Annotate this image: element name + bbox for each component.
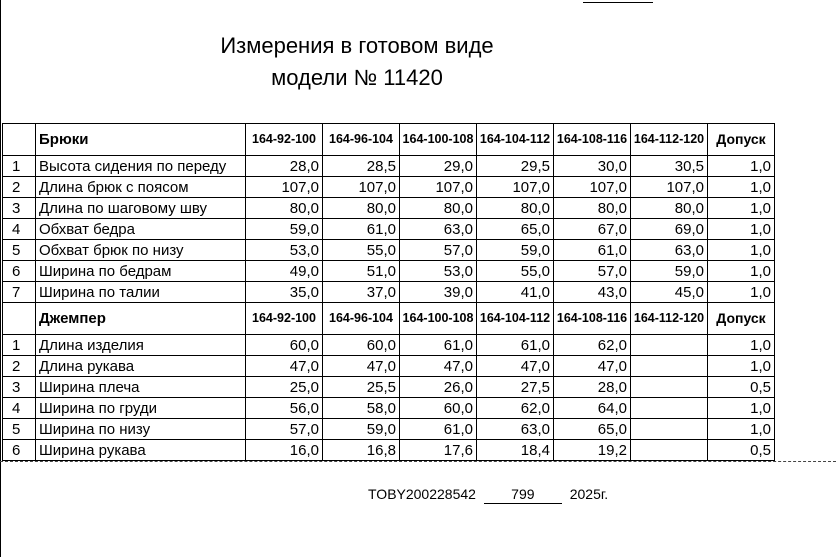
measurement-value: 43,0 (554, 282, 631, 303)
tolerance-header: Допуск (708, 303, 775, 335)
measurement-value: 80,0 (400, 198, 477, 219)
measurement-value (631, 440, 708, 461)
measurement-value: 57,0 (246, 419, 323, 440)
tolerance-value: 0,5 (708, 440, 775, 461)
measurement-label: Ширина рукава (36, 440, 246, 461)
measurement-label: Ширина по груди (36, 398, 246, 419)
tolerance-value: 1,0 (708, 356, 775, 377)
measurement-value: 63,0 (477, 419, 554, 440)
model-number-title: модели № 11420 (271, 65, 443, 90)
measurement-value: 67,0 (554, 219, 631, 240)
size-header: 164-100-108 (400, 124, 477, 156)
size-header: 164-108-116 (554, 124, 631, 156)
section-header-row (3, 303, 775, 335)
table-row (3, 177, 775, 198)
tolerance-value: 1,0 (708, 419, 775, 440)
measurement-value: 58,0 (323, 398, 400, 419)
measurement-label: Длина по шаговому шву (36, 198, 246, 219)
table-row (3, 261, 775, 282)
measurement-value: 47,0 (477, 356, 554, 377)
row-number: 1 (3, 335, 36, 356)
table-row (3, 377, 775, 398)
row-number: 5 (3, 240, 36, 261)
section-name: Брюки (36, 124, 246, 156)
row-number: 2 (3, 356, 36, 377)
measurement-value: 19,2 (554, 440, 631, 461)
measurement-label: Обхват бедра (36, 219, 246, 240)
tolerance-value: 1,0 (708, 240, 775, 261)
measurement-value (631, 419, 708, 440)
table-row (3, 440, 775, 461)
measurement-value: 29,0 (400, 156, 477, 177)
measurement-value: 55,0 (477, 261, 554, 282)
size-header: 164-96-104 (323, 303, 400, 335)
measurement-value: 61,0 (400, 335, 477, 356)
measurement-value: 27,5 (477, 377, 554, 398)
measurement-value: 16,8 (323, 440, 400, 461)
measurement-value: 59,0 (631, 261, 708, 282)
measurement-value: 16,0 (246, 440, 323, 461)
measurement-value: 30,5 (631, 156, 708, 177)
measurement-label: Длина рукава (36, 356, 246, 377)
measurement-value: 28,0 (554, 377, 631, 398)
measurement-value: 63,0 (631, 240, 708, 261)
table-row (3, 219, 775, 240)
measurement-value: 53,0 (246, 240, 323, 261)
measurement-value: 80,0 (554, 198, 631, 219)
table-row (3, 419, 775, 440)
measurement-value: 107,0 (631, 177, 708, 198)
row-number: 6 (3, 440, 36, 461)
measurement-label: Высота сидения по переду (36, 156, 246, 177)
measurement-value: 62,0 (554, 335, 631, 356)
measurement-value: 80,0 (246, 198, 323, 219)
measurement-value: 60,0 (400, 398, 477, 419)
size-header: 164-108-116 (554, 303, 631, 335)
footer-code: TOBY200228542 (368, 486, 476, 502)
measurement-value: 53,0 (400, 261, 477, 282)
row-number: 1 (3, 156, 36, 177)
measurement-value: 60,0 (246, 335, 323, 356)
section-header-blank (3, 124, 36, 156)
measurement-value: 26,0 (400, 377, 477, 398)
measurement-value: 25,0 (246, 377, 323, 398)
tolerance-value: 1,0 (708, 398, 775, 419)
table-row (3, 356, 775, 377)
tolerance-value: 1,0 (708, 177, 775, 198)
measurement-value: 51,0 (323, 261, 400, 282)
measurement-label: Длина брюк с поясом (36, 177, 246, 198)
size-header: 164-112-120 (631, 303, 708, 335)
measurement-value: 57,0 (400, 240, 477, 261)
measurement-value (631, 377, 708, 398)
section-header-row (3, 124, 775, 156)
measurement-value: 107,0 (477, 177, 554, 198)
measurement-value (631, 335, 708, 356)
measurement-value: 55,0 (323, 240, 400, 261)
cut-line-divider (0, 461, 836, 462)
measurement-label: Обхват брюк по низу (36, 240, 246, 261)
tolerance-value: 1,0 (708, 261, 775, 282)
measurement-value: 80,0 (323, 198, 400, 219)
footer-year: 2025г. (569, 486, 609, 502)
measurement-label: Ширина по талии (36, 282, 246, 303)
row-number: 2 (3, 177, 36, 198)
measurement-value: 59,0 (477, 240, 554, 261)
tolerance-value: 1,0 (708, 156, 775, 177)
measurement-value: 17,6 (400, 440, 477, 461)
measurement-value: 49,0 (246, 261, 323, 282)
measurement-value: 64,0 (554, 398, 631, 419)
measurement-value: 39,0 (400, 282, 477, 303)
table-row (3, 398, 775, 419)
measurement-value: 61,0 (477, 335, 554, 356)
measurement-value: 47,0 (246, 356, 323, 377)
measurement-value: 65,0 (477, 219, 554, 240)
measurement-value: 59,0 (323, 419, 400, 440)
table-row (3, 156, 775, 177)
row-number: 4 (3, 398, 36, 419)
measurement-value: 28,5 (323, 156, 400, 177)
measurement-value: 28,0 (246, 156, 323, 177)
table-row (3, 335, 775, 356)
measurement-value: 107,0 (554, 177, 631, 198)
footer-stamp (368, 485, 608, 504)
size-header: 164-104-112 (477, 124, 554, 156)
measurement-value: 80,0 (477, 198, 554, 219)
row-number: 6 (3, 261, 36, 282)
table-row (3, 240, 775, 261)
measurement-value: 107,0 (246, 177, 323, 198)
measurement-label: Ширина по бедрам (36, 261, 246, 282)
tolerance-value: 1,0 (708, 335, 775, 356)
measurement-value: 62,0 (477, 398, 554, 419)
measurement-value: 37,0 (323, 282, 400, 303)
tolerance-value: 1,0 (708, 282, 775, 303)
measurement-value: 56,0 (246, 398, 323, 419)
tolerance-value: 0,5 (708, 377, 775, 398)
measurement-value: 60,0 (323, 335, 400, 356)
measurement-value: 47,0 (323, 356, 400, 377)
size-header: 164-96-104 (323, 124, 400, 156)
row-number: 4 (3, 219, 36, 240)
size-header: 164-104-112 (477, 303, 554, 335)
measurement-value: 25,5 (323, 377, 400, 398)
measurement-value: 45,0 (631, 282, 708, 303)
measurement-value: 47,0 (554, 356, 631, 377)
top-signature-line (583, 2, 653, 3)
footer-number: 799 (484, 485, 562, 504)
measurement-value: 59,0 (246, 219, 323, 240)
measurement-value: 35,0 (246, 282, 323, 303)
size-header: 164-92-100 (246, 303, 323, 335)
measurement-label: Ширина по низу (36, 419, 246, 440)
row-number: 5 (3, 419, 36, 440)
document-title: Измерения в готовом виде (220, 33, 494, 58)
size-header: 164-112-120 (631, 124, 708, 156)
measurement-value: 47,0 (400, 356, 477, 377)
tolerance-header: Допуск (708, 124, 775, 156)
measurement-value: 61,0 (400, 419, 477, 440)
measurement-value: 61,0 (323, 219, 400, 240)
size-header: 164-92-100 (246, 124, 323, 156)
measurement-value: 61,0 (554, 240, 631, 261)
measurement-value: 107,0 (400, 177, 477, 198)
measurement-value: 30,0 (554, 156, 631, 177)
measurement-value: 18,4 (477, 440, 554, 461)
measurements-table (2, 123, 775, 461)
measurement-value: 41,0 (477, 282, 554, 303)
measurement-value: 57,0 (554, 261, 631, 282)
measurement-value: 29,5 (477, 156, 554, 177)
row-number: 3 (3, 377, 36, 398)
section-header-blank (3, 303, 36, 335)
table-row (3, 282, 775, 303)
measurement-value: 69,0 (631, 219, 708, 240)
section-name: Джемпер (36, 303, 246, 335)
measurement-value: 63,0 (400, 219, 477, 240)
row-number: 7 (3, 282, 36, 303)
tolerance-value: 1,0 (708, 219, 775, 240)
size-header: 164-100-108 (400, 303, 477, 335)
measurement-label: Длина изделия (36, 335, 246, 356)
row-number: 3 (3, 198, 36, 219)
table-row (3, 198, 775, 219)
measurement-label: Ширина плеча (36, 377, 246, 398)
measurement-value: 107,0 (323, 177, 400, 198)
measurement-value: 80,0 (631, 198, 708, 219)
measurement-value (631, 356, 708, 377)
measurement-value (631, 398, 708, 419)
tolerance-value: 1,0 (708, 198, 775, 219)
measurement-value: 65,0 (554, 419, 631, 440)
